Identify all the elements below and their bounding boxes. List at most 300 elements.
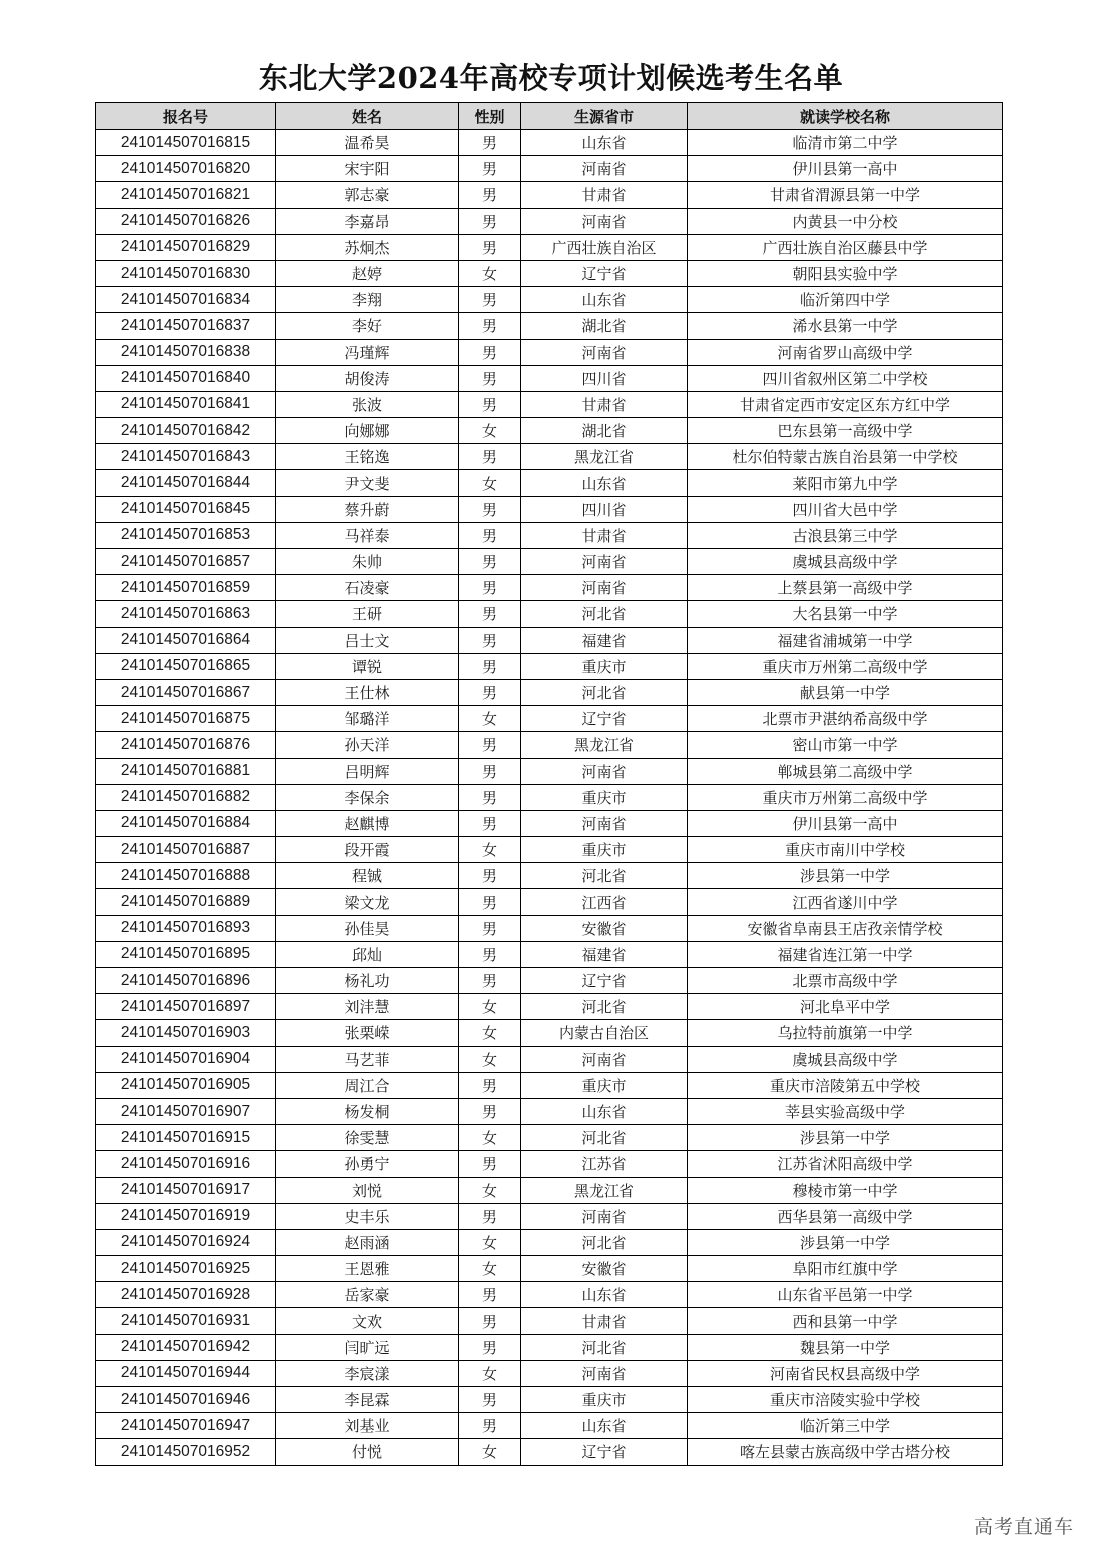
- province-cell: 甘肃省: [521, 522, 688, 548]
- school-cell: 伊川县第一高中: [688, 810, 1003, 836]
- table-row: [96, 863, 1003, 889]
- name-cell: 郭志豪: [276, 182, 459, 208]
- name-cell: 刘悦: [276, 1177, 459, 1203]
- registration-number-cell: 241014507016844: [96, 470, 276, 496]
- gender-cell: 女: [459, 470, 521, 496]
- table-row: [96, 1334, 1003, 1360]
- gender-cell: 女: [459, 1125, 521, 1151]
- table-row: [96, 1046, 1003, 1072]
- gender-cell: 男: [459, 1334, 521, 1360]
- school-cell: 福建省浦城第一中学: [688, 627, 1003, 653]
- province-cell: 黑龙江省: [521, 444, 688, 470]
- school-cell: 甘肃省渭源县第一中学: [688, 182, 1003, 208]
- table-body: [96, 130, 1003, 1466]
- name-cell: 孙勇宁: [276, 1151, 459, 1177]
- province-cell: 湖北省: [521, 313, 688, 339]
- gender-cell: 男: [459, 810, 521, 836]
- table-row: [96, 1439, 1003, 1465]
- registration-number-cell: 241014507016864: [96, 627, 276, 653]
- name-cell: 李保余: [276, 784, 459, 810]
- registration-number-cell: 241014507016904: [96, 1046, 276, 1072]
- gender-cell: 男: [459, 339, 521, 365]
- table-row: [96, 1203, 1003, 1229]
- registration-number-cell: 241014507016842: [96, 418, 276, 444]
- registration-number-cell: 241014507016895: [96, 941, 276, 967]
- table-row: [96, 1387, 1003, 1413]
- registration-number-cell: 241014507016826: [96, 208, 276, 234]
- table-row: [96, 837, 1003, 863]
- name-cell: 李翔: [276, 287, 459, 313]
- registration-number-cell: 241014507016916: [96, 1151, 276, 1177]
- school-cell: 西华县第一高级中学: [688, 1203, 1003, 1229]
- gender-cell: 男: [459, 889, 521, 915]
- gender-cell: 男: [459, 1282, 521, 1308]
- table-row: [96, 1308, 1003, 1334]
- province-cell: 河北省: [521, 601, 688, 627]
- province-cell: 河南省: [521, 575, 688, 601]
- gender-cell: 男: [459, 915, 521, 941]
- gender-cell: 男: [459, 182, 521, 208]
- province-cell: 重庆市: [521, 1072, 688, 1098]
- province-cell: 辽宁省: [521, 706, 688, 732]
- registration-number-cell: 241014507016841: [96, 391, 276, 417]
- province-cell: 甘肃省: [521, 1308, 688, 1334]
- gender-cell: 男: [459, 784, 521, 810]
- province-cell: 河南省: [521, 549, 688, 575]
- table-row: [96, 784, 1003, 810]
- province-cell: 黑龙江省: [521, 1177, 688, 1203]
- province-cell: 四川省: [521, 365, 688, 391]
- name-cell: 程铖: [276, 863, 459, 889]
- registration-number-cell: 241014507016882: [96, 784, 276, 810]
- table-row: [96, 313, 1003, 339]
- name-cell: 向娜娜: [276, 418, 459, 444]
- province-cell: 重庆市: [521, 784, 688, 810]
- school-cell: 临沂第三中学: [688, 1413, 1003, 1439]
- name-cell: 段开霞: [276, 837, 459, 863]
- name-cell: 李好: [276, 313, 459, 339]
- registration-number-cell: 241014507016859: [96, 575, 276, 601]
- column-header-gender: 性别: [459, 103, 521, 130]
- province-cell: 辽宁省: [521, 968, 688, 994]
- table-row: [96, 627, 1003, 653]
- province-cell: 甘肃省: [521, 182, 688, 208]
- registration-number-cell: 241014507016917: [96, 1177, 276, 1203]
- gender-cell: 男: [459, 156, 521, 182]
- table-row: [96, 706, 1003, 732]
- registration-number-cell: 241014507016925: [96, 1256, 276, 1282]
- province-cell: 辽宁省: [521, 260, 688, 286]
- registration-number-cell: 241014507016865: [96, 653, 276, 679]
- province-cell: 山东省: [521, 1282, 688, 1308]
- province-cell: 山东省: [521, 287, 688, 313]
- gender-cell: 女: [459, 706, 521, 732]
- gender-cell: 男: [459, 1072, 521, 1098]
- table-row: [96, 679, 1003, 705]
- table-row: [96, 287, 1003, 313]
- name-cell: 张波: [276, 391, 459, 417]
- gender-cell: 男: [459, 732, 521, 758]
- school-cell: 郸城县第二高级中学: [688, 758, 1003, 784]
- school-cell: 大名县第一中学: [688, 601, 1003, 627]
- table-row: [96, 549, 1003, 575]
- registration-number-cell: 241014507016843: [96, 444, 276, 470]
- gender-cell: 男: [459, 549, 521, 575]
- province-cell: 广西壮族自治区: [521, 234, 688, 260]
- school-cell: 重庆市万州第二高级中学: [688, 653, 1003, 679]
- table-row: [96, 941, 1003, 967]
- school-cell: 涉县第一中学: [688, 1229, 1003, 1255]
- gender-cell: 男: [459, 1413, 521, 1439]
- province-cell: 福建省: [521, 941, 688, 967]
- school-cell: 朝阳县实验中学: [688, 260, 1003, 286]
- name-cell: 李宸漾: [276, 1360, 459, 1386]
- gender-cell: 男: [459, 601, 521, 627]
- name-cell: 刘基业: [276, 1413, 459, 1439]
- gender-cell: 男: [459, 313, 521, 339]
- registration-number-cell: 241014507016881: [96, 758, 276, 784]
- gender-cell: 男: [459, 679, 521, 705]
- registration-number-cell: 241014507016896: [96, 968, 276, 994]
- gender-cell: 男: [459, 575, 521, 601]
- table-row: [96, 810, 1003, 836]
- school-cell: 江西省遂川中学: [688, 889, 1003, 915]
- school-cell: 西和县第一中学: [688, 1308, 1003, 1334]
- name-cell: 邹璐洋: [276, 706, 459, 732]
- gender-cell: 女: [459, 837, 521, 863]
- registration-number-cell: 241014507016919: [96, 1203, 276, 1229]
- registration-number-cell: 241014507016944: [96, 1360, 276, 1386]
- gender-cell: 男: [459, 627, 521, 653]
- registration-number-cell: 241014507016905: [96, 1072, 276, 1098]
- name-cell: 吕明辉: [276, 758, 459, 784]
- name-cell: 朱帅: [276, 549, 459, 575]
- gender-cell: 女: [459, 1046, 521, 1072]
- name-cell: 马艺菲: [276, 1046, 459, 1072]
- gender-cell: 男: [459, 968, 521, 994]
- school-cell: 广西壮族自治区藤县中学: [688, 234, 1003, 260]
- table-row: [96, 1072, 1003, 1098]
- table-row: [96, 1413, 1003, 1439]
- name-cell: 史丰乐: [276, 1203, 459, 1229]
- province-cell: 山东省: [521, 130, 688, 156]
- table-row: [96, 1282, 1003, 1308]
- registration-number-cell: 241014507016876: [96, 732, 276, 758]
- table-row: [96, 156, 1003, 182]
- registration-number-cell: 241014507016946: [96, 1387, 276, 1413]
- province-cell: 安徽省: [521, 1256, 688, 1282]
- province-cell: 河南省: [521, 1203, 688, 1229]
- province-cell: 河南省: [521, 810, 688, 836]
- gender-cell: 男: [459, 444, 521, 470]
- registration-number-cell: 241014507016884: [96, 810, 276, 836]
- school-cell: 魏县第一中学: [688, 1334, 1003, 1360]
- registration-number-cell: 241014507016931: [96, 1308, 276, 1334]
- name-cell: 杨礼功: [276, 968, 459, 994]
- gender-cell: 男: [459, 365, 521, 391]
- province-cell: 重庆市: [521, 837, 688, 863]
- name-cell: 谭锐: [276, 653, 459, 679]
- table-row: [96, 653, 1003, 679]
- registration-number-cell: 241014507016875: [96, 706, 276, 732]
- name-cell: 李昆霖: [276, 1387, 459, 1413]
- school-cell: 献县第一中学: [688, 679, 1003, 705]
- gender-cell: 女: [459, 994, 521, 1020]
- province-cell: 四川省: [521, 496, 688, 522]
- name-cell: 吕士文: [276, 627, 459, 653]
- school-cell: 四川省大邑中学: [688, 496, 1003, 522]
- table-row: [96, 732, 1003, 758]
- name-cell: 温希昊: [276, 130, 459, 156]
- name-cell: 赵麒博: [276, 810, 459, 836]
- page-title: 东北大学2024年高校专项计划候选考生名单: [258, 61, 844, 95]
- school-cell: 江苏省沭阳高级中学: [688, 1151, 1003, 1177]
- gender-cell: 女: [459, 1020, 521, 1046]
- gender-cell: 女: [459, 1177, 521, 1203]
- province-cell: 河南省: [521, 339, 688, 365]
- table-row: [96, 365, 1003, 391]
- watermark: 高考直通车: [973, 1516, 1074, 1538]
- table-row: [96, 1125, 1003, 1151]
- column-header-school: 就读学校名称: [688, 103, 1003, 130]
- school-cell: 河南省民权县高级中学: [688, 1360, 1003, 1386]
- table-row: [96, 889, 1003, 915]
- table-row: [96, 1098, 1003, 1124]
- table-row: [96, 339, 1003, 365]
- table-row: [96, 994, 1003, 1020]
- registration-number-cell: 241014507016829: [96, 234, 276, 260]
- table-row: [96, 1256, 1003, 1282]
- name-cell: 李嘉昂: [276, 208, 459, 234]
- registration-number-cell: 241014507016915: [96, 1125, 276, 1151]
- gender-cell: 男: [459, 391, 521, 417]
- name-cell: 王铭逸: [276, 444, 459, 470]
- province-cell: 河南省: [521, 758, 688, 784]
- registration-number-cell: 241014507016867: [96, 679, 276, 705]
- school-cell: 涉县第一中学: [688, 863, 1003, 889]
- school-cell: 山东省平邑第一中学: [688, 1282, 1003, 1308]
- name-cell: 胡俊涛: [276, 365, 459, 391]
- name-cell: 王恩雅: [276, 1256, 459, 1282]
- school-cell: 河南省罗山高级中学: [688, 339, 1003, 365]
- gender-cell: 男: [459, 758, 521, 784]
- province-cell: 黑龙江省: [521, 732, 688, 758]
- province-cell: 河南省: [521, 208, 688, 234]
- name-cell: 闫旷远: [276, 1334, 459, 1360]
- table-row: [96, 182, 1003, 208]
- table-row: [96, 575, 1003, 601]
- registration-number-cell: 241014507016857: [96, 549, 276, 575]
- province-cell: 重庆市: [521, 653, 688, 679]
- registration-number-cell: 241014507016840: [96, 365, 276, 391]
- registration-number-cell: 241014507016830: [96, 260, 276, 286]
- name-cell: 王研: [276, 601, 459, 627]
- school-cell: 重庆市涪陵实验中学校: [688, 1387, 1003, 1413]
- gender-cell: 男: [459, 941, 521, 967]
- registration-number-cell: 241014507016924: [96, 1229, 276, 1255]
- column-header-province: 生源省市: [521, 103, 688, 130]
- gender-cell: 男: [459, 130, 521, 156]
- gender-cell: 男: [459, 653, 521, 679]
- name-cell: 王仕林: [276, 679, 459, 705]
- table-row: [96, 444, 1003, 470]
- name-cell: 蔡升蔚: [276, 496, 459, 522]
- gender-cell: 男: [459, 1203, 521, 1229]
- name-cell: 马祥泰: [276, 522, 459, 548]
- name-cell: 冯瑾辉: [276, 339, 459, 365]
- school-cell: 四川省叙州区第二中学校: [688, 365, 1003, 391]
- gender-cell: 女: [459, 1439, 521, 1465]
- gender-cell: 女: [459, 1256, 521, 1282]
- name-cell: 付悦: [276, 1439, 459, 1465]
- gender-cell: 女: [459, 1229, 521, 1255]
- gender-cell: 男: [459, 863, 521, 889]
- gender-cell: 男: [459, 234, 521, 260]
- table-row: [96, 470, 1003, 496]
- gender-cell: 男: [459, 287, 521, 313]
- registration-number-cell: 241014507016888: [96, 863, 276, 889]
- school-cell: 喀左县蒙古族高级中学古塔分校: [688, 1439, 1003, 1465]
- registration-number-cell: 241014507016903: [96, 1020, 276, 1046]
- table-row: [96, 260, 1003, 286]
- school-cell: 甘肃省定西市安定区东方红中学: [688, 391, 1003, 417]
- registration-number-cell: 241014507016947: [96, 1413, 276, 1439]
- school-cell: 福建省连江第一中学: [688, 941, 1003, 967]
- province-cell: 福建省: [521, 627, 688, 653]
- school-cell: 乌拉特前旗第一中学: [688, 1020, 1003, 1046]
- table-row: [96, 208, 1003, 234]
- school-cell: 杜尔伯特蒙古族自治县第一中学校: [688, 444, 1003, 470]
- table-row: [96, 418, 1003, 444]
- registration-number-cell: 241014507016893: [96, 915, 276, 941]
- registration-number-cell: 241014507016928: [96, 1282, 276, 1308]
- school-cell: 浠水县第一中学: [688, 313, 1003, 339]
- province-cell: 河北省: [521, 994, 688, 1020]
- name-cell: 张栗嵘: [276, 1020, 459, 1046]
- school-cell: 巴东县第一高级中学: [688, 418, 1003, 444]
- province-cell: 江西省: [521, 889, 688, 915]
- gender-cell: 男: [459, 208, 521, 234]
- table-header-row: [96, 103, 1003, 130]
- school-cell: 虞城县高级中学: [688, 1046, 1003, 1072]
- registration-number-cell: 241014507016838: [96, 339, 276, 365]
- gender-cell: 男: [459, 1387, 521, 1413]
- name-cell: 赵雨涵: [276, 1229, 459, 1255]
- province-cell: 河南省: [521, 156, 688, 182]
- name-cell: 尹文斐: [276, 470, 459, 496]
- table-row: [96, 968, 1003, 994]
- gender-cell: 女: [459, 1360, 521, 1386]
- registration-number-cell: 241014507016887: [96, 837, 276, 863]
- school-cell: 重庆市万州第二高级中学: [688, 784, 1003, 810]
- gender-cell: 女: [459, 418, 521, 444]
- name-cell: 孙天洋: [276, 732, 459, 758]
- province-cell: 辽宁省: [521, 1439, 688, 1465]
- province-cell: 河南省: [521, 1360, 688, 1386]
- school-cell: 古浪县第三中学: [688, 522, 1003, 548]
- province-cell: 河北省: [521, 1229, 688, 1255]
- table-row: [96, 496, 1003, 522]
- registration-number-cell: 241014507016952: [96, 1439, 276, 1465]
- candidate-table: [95, 102, 1003, 1466]
- school-cell: 虞城县高级中学: [688, 549, 1003, 575]
- province-cell: 河北省: [521, 679, 688, 705]
- registration-number-cell: 241014507016837: [96, 313, 276, 339]
- school-cell: 安徽省阜南县王店孜亲情学校: [688, 915, 1003, 941]
- gender-cell: 男: [459, 522, 521, 548]
- table-row: [96, 601, 1003, 627]
- name-cell: 杨发桐: [276, 1098, 459, 1124]
- registration-number-cell: 241014507016834: [96, 287, 276, 313]
- province-cell: 河北省: [521, 863, 688, 889]
- registration-number-cell: 241014507016889: [96, 889, 276, 915]
- province-cell: 安徽省: [521, 915, 688, 941]
- school-cell: 上蔡县第一高级中学: [688, 575, 1003, 601]
- table-row: [96, 130, 1003, 156]
- name-cell: 石凌豪: [276, 575, 459, 601]
- column-header-registration-number: 报名号: [96, 103, 276, 130]
- table-row: [96, 522, 1003, 548]
- table-row: [96, 1020, 1003, 1046]
- name-cell: 文欢: [276, 1308, 459, 1334]
- province-cell: 甘肃省: [521, 391, 688, 417]
- name-cell: 赵婷: [276, 260, 459, 286]
- province-cell: 河北省: [521, 1125, 688, 1151]
- school-cell: 北票市高级中学: [688, 968, 1003, 994]
- gender-cell: 男: [459, 1098, 521, 1124]
- province-cell: 河南省: [521, 1046, 688, 1072]
- table-row: [96, 915, 1003, 941]
- province-cell: 山东省: [521, 1098, 688, 1124]
- registration-number-cell: 241014507016897: [96, 994, 276, 1020]
- school-cell: 内黄县一中分校: [688, 208, 1003, 234]
- registration-number-cell: 241014507016815: [96, 130, 276, 156]
- school-cell: 伊川县第一高中: [688, 156, 1003, 182]
- table-row: [96, 234, 1003, 260]
- school-cell: 莱阳市第九中学: [688, 470, 1003, 496]
- name-cell: 梁文龙: [276, 889, 459, 915]
- registration-number-cell: 241014507016820: [96, 156, 276, 182]
- name-cell: 孙佳昊: [276, 915, 459, 941]
- name-cell: 徐雯慧: [276, 1125, 459, 1151]
- province-cell: 河北省: [521, 1334, 688, 1360]
- table-row: [96, 1229, 1003, 1255]
- school-cell: 河北阜平中学: [688, 994, 1003, 1020]
- name-cell: 邱灿: [276, 941, 459, 967]
- table-row: [96, 1360, 1003, 1386]
- name-cell: 苏炯杰: [276, 234, 459, 260]
- table-row: [96, 391, 1003, 417]
- school-cell: 重庆市南川中学校: [688, 837, 1003, 863]
- name-cell: 宋宇阳: [276, 156, 459, 182]
- school-cell: 穆棱市第一中学: [688, 1177, 1003, 1203]
- registration-number-cell: 241014507016845: [96, 496, 276, 522]
- school-cell: 重庆市涪陵第五中学校: [688, 1072, 1003, 1098]
- registration-number-cell: 241014507016907: [96, 1098, 276, 1124]
- school-cell: 北票市尹湛纳希高级中学: [688, 706, 1003, 732]
- gender-cell: 男: [459, 1151, 521, 1177]
- name-cell: 岳家豪: [276, 1282, 459, 1308]
- school-cell: 阜阳市红旗中学: [688, 1256, 1003, 1282]
- table-row: [96, 1177, 1003, 1203]
- school-cell: 涉县第一中学: [688, 1125, 1003, 1151]
- registration-number-cell: 241014507016942: [96, 1334, 276, 1360]
- gender-cell: 男: [459, 496, 521, 522]
- school-cell: 莘县实验高级中学: [688, 1098, 1003, 1124]
- table-row: [96, 758, 1003, 784]
- table-row: [96, 1151, 1003, 1177]
- province-cell: 重庆市: [521, 1387, 688, 1413]
